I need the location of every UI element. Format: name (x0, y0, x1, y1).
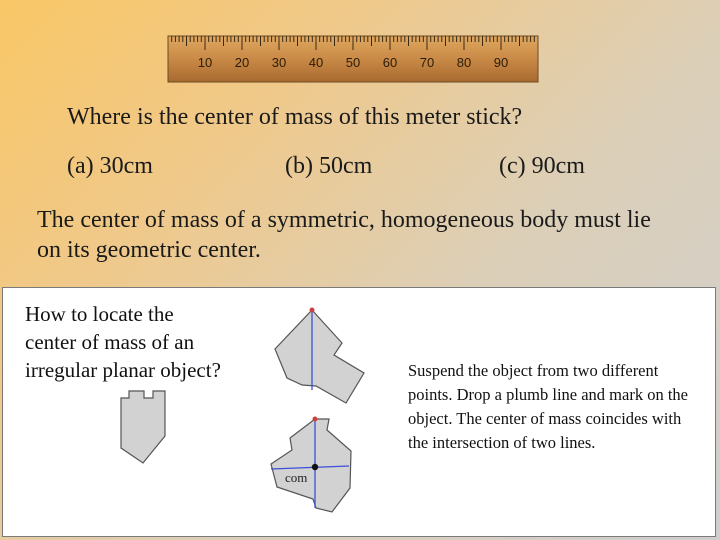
ruler-tick-label: 80 (456, 55, 472, 70)
option-b[interactable]: (b) 50cm (285, 153, 373, 179)
ruler-tick-label: 70 (419, 55, 435, 70)
meter-stick (0, 0, 720, 100)
option-c[interactable]: (c) 90cm (499, 153, 585, 179)
panel-answer: Suspend the object from two different points. Drop a plumb line and mark on the object. The center of mass coincides with the intersection of two lines. (408, 361, 688, 452)
ruler-tick-label: 50 (345, 55, 361, 70)
irregular-object-shape (121, 391, 165, 463)
suspended-shape-2 (271, 419, 351, 512)
explanation-text: The center of mass of a symmetric, homogeneous body must lie on its geometric center. (37, 207, 651, 263)
irregular-object-panel (2, 287, 716, 537)
center-of-mass-point (312, 464, 318, 470)
suspended-shape-1 (275, 310, 364, 403)
com-label: com (285, 470, 308, 485)
ruler-tick-label: 60 (382, 55, 398, 70)
option-a[interactable]: (a) 30cm (67, 153, 153, 179)
ruler-tick-label: 90 (493, 55, 509, 70)
suspension-point-1 (310, 308, 315, 313)
ruler-tick-label: 10 (197, 55, 213, 70)
panel-question: How to locate the center of mass of an irregular planar object? (25, 302, 221, 382)
ruler-tick-label: 30 (271, 55, 287, 70)
question-text: Where is the center of mass of this meter stick? (67, 104, 523, 130)
ruler-tick-label: 20 (234, 55, 250, 70)
suspension-point-2 (313, 417, 318, 422)
ruler-tick-label: 40 (308, 55, 324, 70)
